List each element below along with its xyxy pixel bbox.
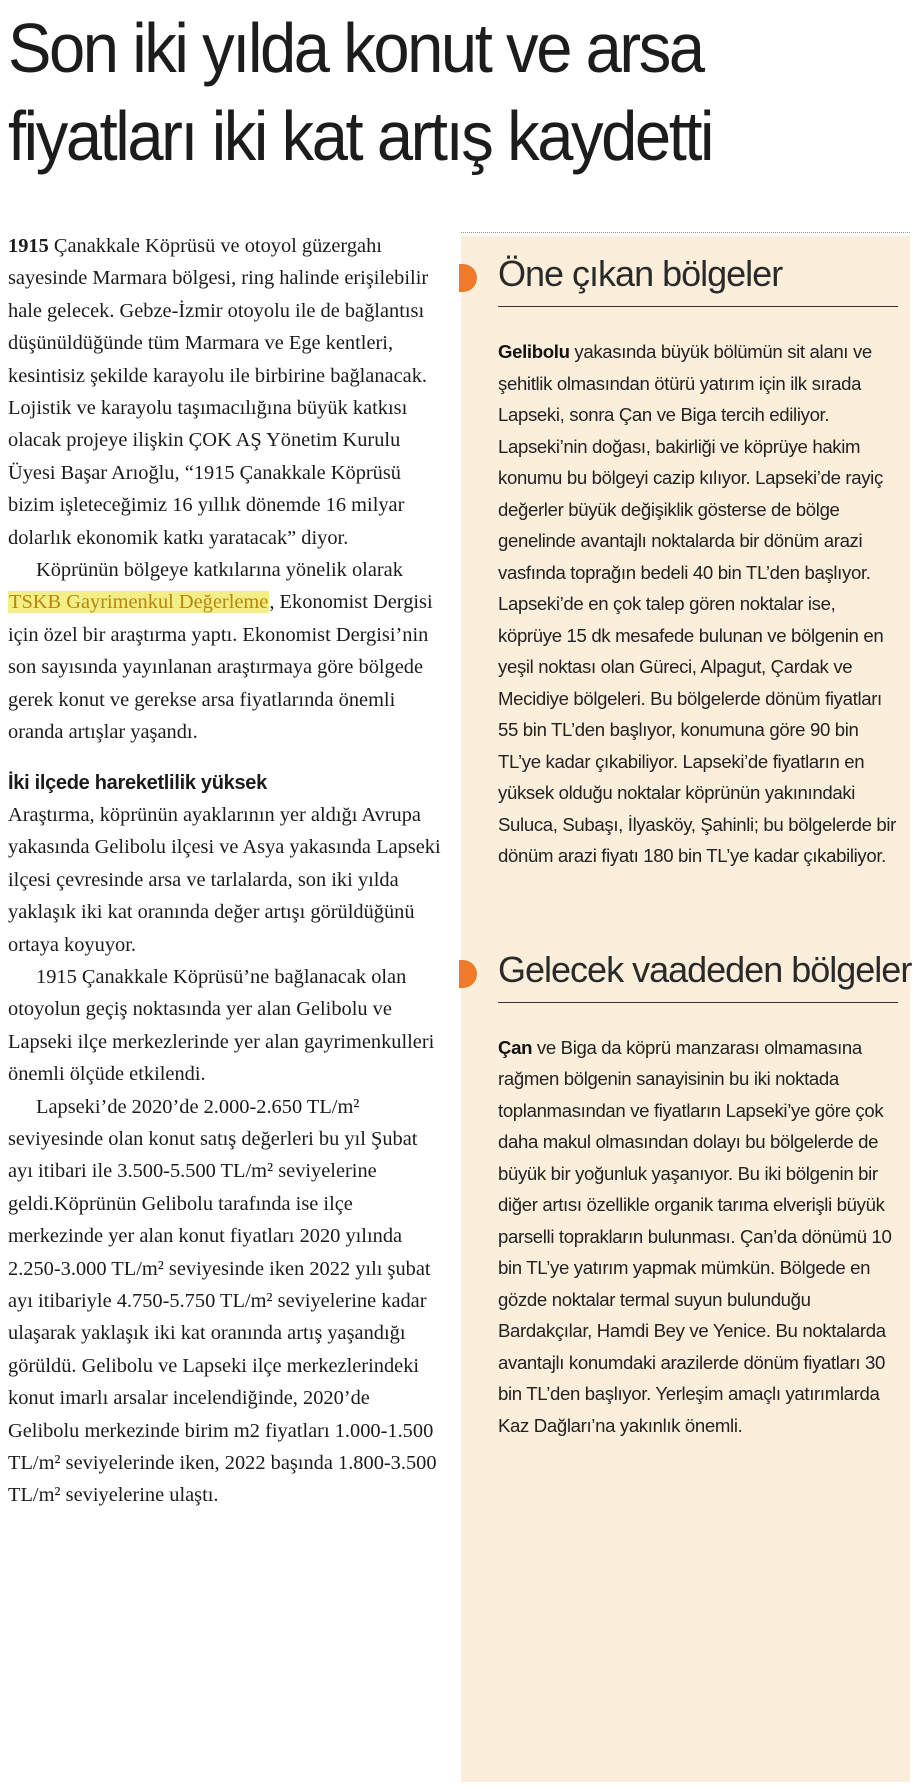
headline-line-1: Son iki yılda konut ve arsa <box>8 9 703 87</box>
sidebar-divider <box>461 232 910 233</box>
section-rule <box>498 1002 898 1003</box>
subheading: İki ilçede hareketlilik yüksek <box>8 771 267 794</box>
section-body-featured <box>466 336 906 872</box>
paragraph-research <box>8 554 446 748</box>
section-body-promising <box>466 1032 906 1442</box>
section-rule <box>498 306 898 307</box>
section-text-featured: yakasında büyük bölümün sit alanı ve şehitlik olmasından ötürü yatırım için ilk sırada Lapseki, sonra Çan ve Biga tercih ediliyor. Lapseki’nin doğası, bakirliği ve köprüye hakim konumu bu bölgeyi cazip kılıyor. Lapseki’de rayiç değerler büyük değişiklik gösterse de bölge genelinde avantajlı noktalarda bir dönüm arazi vasfında toprağın bedeli 40 bin TL’den başlıyor. Lapseki’de en çok talep gören noktalar ise, köprüye 15 dk mesafede bulunan ve bölgenin en yeşil noktası olan Güreci, Alpagut, Çardak ve Mecidiye bölgeleri. Bu bölgelerde dönüm fiyatları 55 bin TL’den başlıyor, konumuna göre 90 bin TL’ye kadar çıkabiliyor. Lapseki’de fiyatların en yüksek olduğu noktalar köprünün yakınındaki Suluca, Subaşı, İlyasköy, Şahinli; bu bölgelerde bir dönüm arazi fiyatı 180 bin TL’ye kadar çıkabiliyor. <box>498 341 896 866</box>
highlighted-company: TSKB Gayrimenkul Değerleme <box>9 591 269 614</box>
paragraph-prices: Lapseki’de 2020’de 2.000-2.650 TL/m² seviyesinde olan konut satış değerleri bu yıl Şubat ayı itibari ile 3.500-5.500 TL/m² seviyelerine geldi.Köprünün Gelibolu tarafında ise ilçe merkezinde yer alan konut fiyatları 2020 yılında 2.250-3.000 TL/m² seviyesinde iken 2022 yılı şubat ayı itibariyle 4.750-5.750 TL/m² seviyelerine kadar ulaşarak yaklaşık iki kat oranında artış yaşandığı görüldü. Gelibolu ve Lapseki ilçe merkezlerindeki konut imarlı arsalar incelendiğinde, 2020’de Gelibolu merkezinde birim m2 fiyatları 1.000-1.500 TL/m² seviyelerinde iken, 2022 başında 1.800-3.500 TL/m² seviyelerine ulaştı. <box>8 1095 437 1507</box>
section-header-promising <box>466 932 912 1010</box>
headline-line-2: fiyatları iki kat artış kaydetti <box>8 97 713 175</box>
section-title-promising: Gelecek vaadeden bölgeler <box>498 948 912 990</box>
research-text-a: Köprünün bölgeye katkılarına yönelik olarak <box>36 559 403 582</box>
paragraph-intro <box>8 230 446 554</box>
paragraph-districts: Araştırma, köprünün ayaklarının yer aldığı Avrupa yakasında Gelibolu ilçesi ve Asya yakasında Lapseki ilçesi çevresinde arsa ve tarlalarda, son iki yılda yaklaşık iki kat oranında değer artışı görüldüğünü ortaya koyuyor. <box>8 803 441 956</box>
headline <box>8 4 845 180</box>
orange-marker-icon <box>459 264 477 292</box>
main-article-column <box>8 230 446 1512</box>
paragraph-highway: 1915 Çanakkale Köprüsü’ne bağlanacak olan otoyolun geçiş noktasında yer alan Gelibolu ve Lapseki ilçe merkezlerinde yer alan gayrimenkulleri önemli ölçüde etkilendi. <box>8 965 435 1086</box>
orange-marker-icon <box>459 960 477 988</box>
section-header-featured <box>466 236 906 314</box>
section-text-promising: ve Biga da köprü manzarası olmamasına rağmen bölgenin sanayisinin bu iki noktada toplanmasından ve fiyatların Lapseki’ye göre çok daha makul olmasından dolayı bu bölgelerde de büyük bir yoğunluk yaşanıyor. Bu iki bölgenin bir diğer artısı özellikle organik tarıma elverişli büyük parselli toprakların bulunması. Çan’da dönümü 10 bin TL’ye yatırım yapmak mümkün. Bölgede en gözde noktalar termal suyun bulunduğu Bardakçılar, Hamdi Bey ve Yenice. Bu noktalarda avantajlı konumdaki arazilerde dönüm fiyatları 30 bin TL’den başlıyor. Yerleşim amaçlı yatırımlarda Kaz Dağları’na yakınlık önemli. <box>498 1036 892 1436</box>
section-lead-featured: Gelibolu <box>498 341 570 362</box>
sidebar <box>466 236 912 1441</box>
lead-word: 1915 <box>8 235 49 257</box>
research-text-b: , Ekonomist Dergisi için özel bir araştırma yaptı. Ekonomist Dergisi’nin son sayısında yayınlanan araştırmaya göre bölgede gerek konut ve gerekse arsa fiyatlarında önemli oranda artışlar yaşandı. <box>8 591 433 744</box>
section-title-featured: Öne çıkan bölgeler <box>498 253 783 294</box>
intro-text: Çanakkale Köprüsü ve otoyol güzergahı sayesinde Marmara bölgesi, ring halinde erişilebilir hale gelecek. Gebze-İzmir otoyolu ile de bağlantısı düşünüldüğünde tüm Marmara ve Ege kentleri, kesintisiz şekilde karayolu ile birbirine bağlanacak. Lojistik ve karayolu taşımacılığına büyük katkısı olacak projeye ilişkin ÇOK AŞ Yönetim Kurulu Üyesi Başar Arıoğlu, “1915 Çanakkale Köprüsü bizim işleteceğimiz 16 yıllık dönemde 16 milyar dolarlık ekonomik katkı yaratacak” diyor. <box>8 235 429 549</box>
section-lead-promising: Çan <box>498 1036 533 1058</box>
